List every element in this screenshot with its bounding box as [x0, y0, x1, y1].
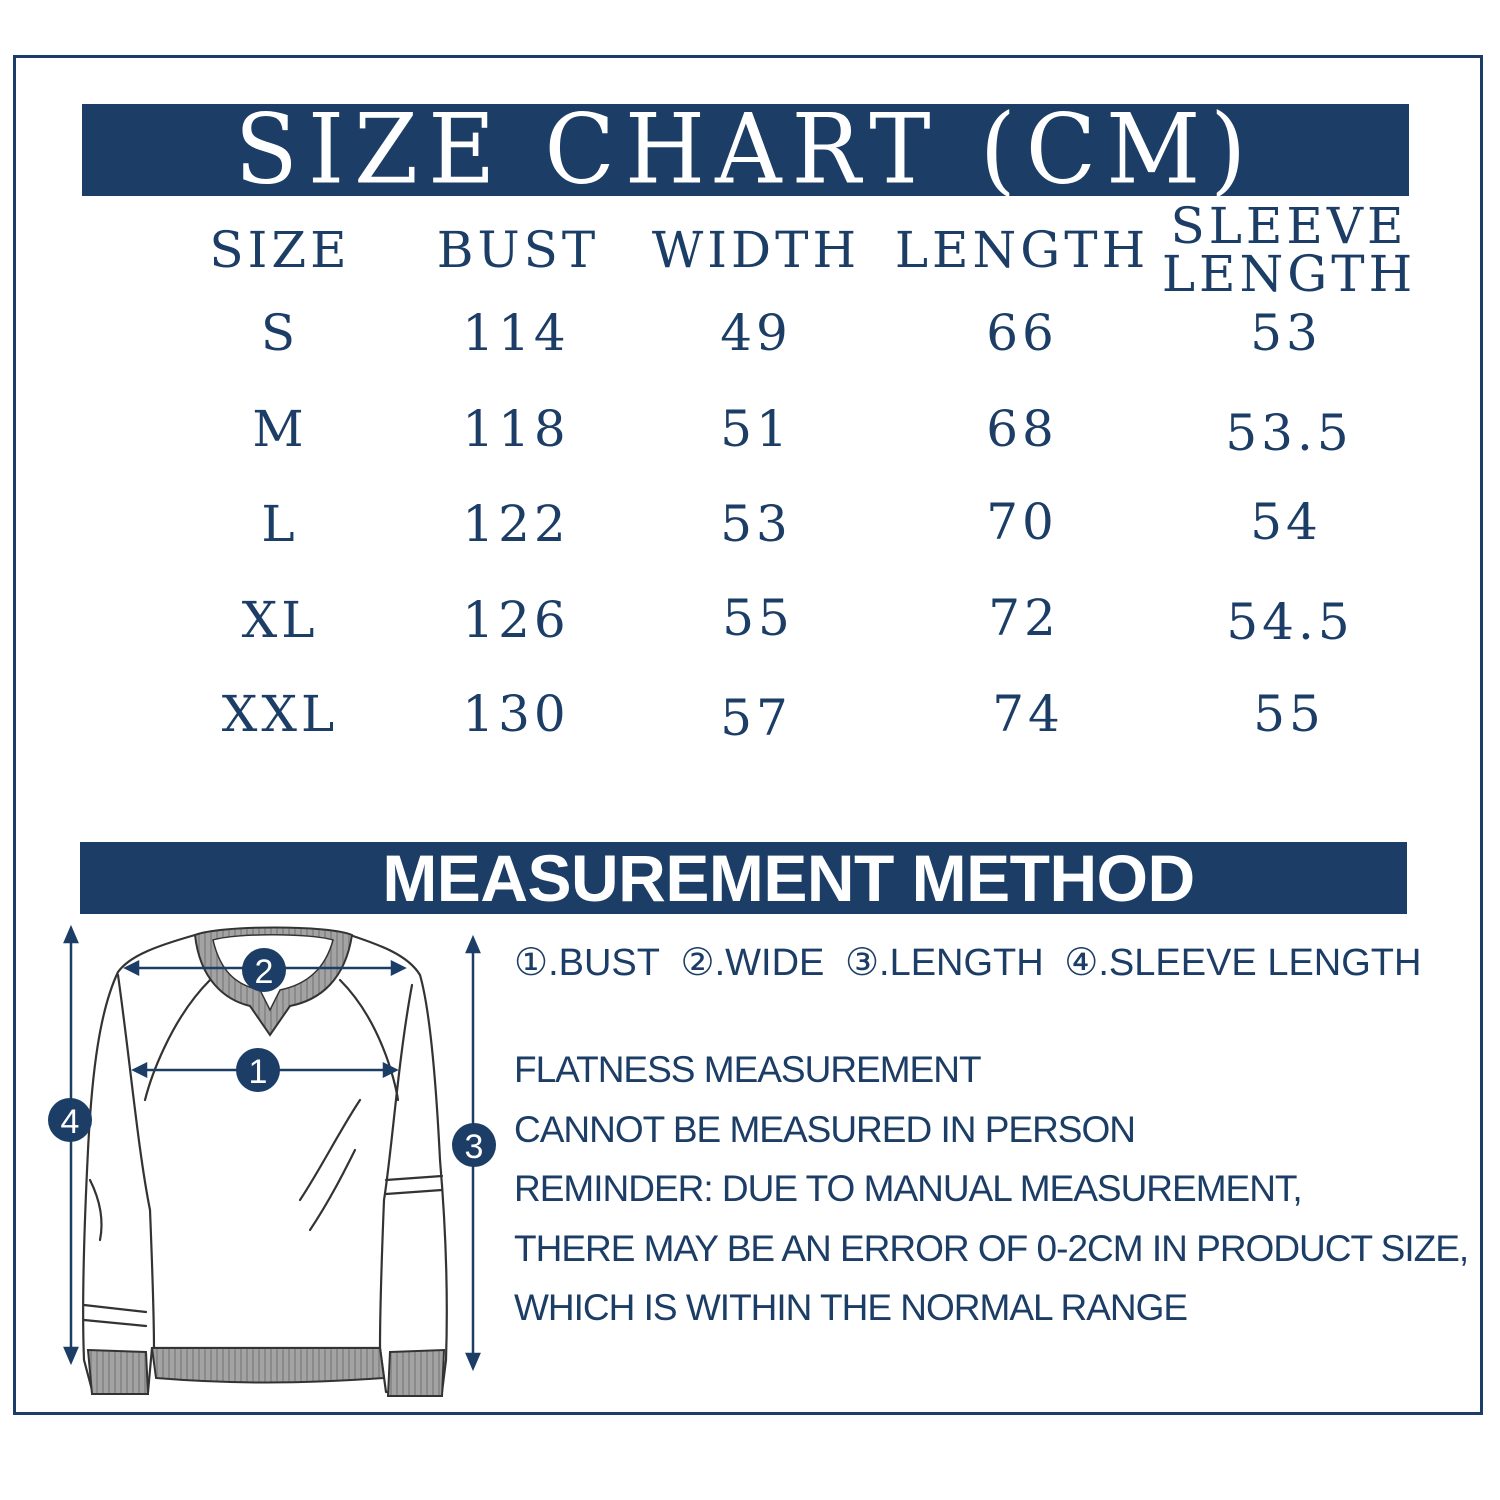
marker-4-label: 4 — [60, 1103, 80, 1141]
cell-width: 53 — [720, 495, 792, 553]
note-line: FLATNESS MEASUREMENT — [514, 1049, 981, 1090]
cell-sleeve: 54.5 — [1226, 593, 1354, 651]
cell-width: 55 — [722, 589, 794, 647]
cell-length: 68 — [986, 400, 1058, 458]
cell-size: S — [260, 304, 300, 362]
cell-size: L — [261, 495, 299, 553]
cell-width: 57 — [720, 689, 792, 747]
cell-size: M — [252, 400, 308, 458]
marker-1-label: 1 — [248, 1053, 268, 1091]
legend-bust: ①.BUST — [514, 942, 660, 984]
note-line: THERE MAY BE AN ERROR OF 0-2CM IN PRODUCT SIZE, — [514, 1227, 1469, 1269]
header-size: SIZE — [209, 221, 351, 279]
cell-sleeve: 53.5 — [1225, 404, 1353, 462]
header-length: LENGTH — [894, 221, 1150, 279]
note-line: CANNOT BE MEASURED IN PERSON — [514, 1108, 1135, 1150]
header-sleeve-line2: LENGTH — [1161, 245, 1417, 303]
marker-2 — [242, 948, 286, 992]
marker-3-label: 3 — [464, 1128, 484, 1166]
cell-sleeve: 53 — [1250, 304, 1322, 362]
measurement-notes — [514, 1044, 1468, 1342]
header-width: WIDTH — [651, 221, 861, 279]
cell-length: 66 — [986, 304, 1058, 362]
header-sleeve-line1: SLEEVE — [1170, 197, 1408, 255]
cell-bust: 122 — [462, 495, 570, 553]
cell-width: 49 — [720, 304, 792, 362]
note-line: REMINDER: DUE TO MANUAL MEASUREMENT, — [514, 1168, 1302, 1209]
note-line: WHICH IS WITHIN THE NORMAL RANGE — [514, 1287, 1188, 1328]
marker-4 — [48, 1098, 92, 1142]
header-bust: BUST — [436, 221, 600, 279]
page-title: SIZE CHART (CM) — [234, 93, 1257, 206]
legend-length: ③.LENGTH — [844, 942, 1044, 984]
cell-bust: 118 — [462, 400, 570, 458]
cell-length: 72 — [988, 589, 1060, 647]
cell-bust: 130 — [462, 685, 570, 743]
marker-1 — [236, 1048, 280, 1092]
method-title: MEASUREMENT METHOD — [382, 841, 1195, 915]
marker-2-label: 2 — [254, 953, 274, 991]
cell-sleeve: 54 — [1250, 493, 1322, 551]
cell-bust: 114 — [462, 304, 570, 362]
cell-bust: 126 — [462, 591, 570, 649]
marker-3 — [452, 1123, 496, 1167]
cell-size: XL — [241, 591, 319, 649]
cell-sleeve: 55 — [1253, 685, 1325, 743]
measurement-legend — [514, 940, 1431, 985]
legend-sleeve-length: ④.SLEEVE LENGTH — [1064, 942, 1422, 984]
cell-length: 74 — [992, 685, 1064, 743]
legend-wide: ②.WIDE — [680, 942, 825, 984]
cell-length: 70 — [986, 493, 1058, 551]
cell-size: XXL — [221, 685, 339, 743]
cell-width: 51 — [720, 400, 792, 458]
